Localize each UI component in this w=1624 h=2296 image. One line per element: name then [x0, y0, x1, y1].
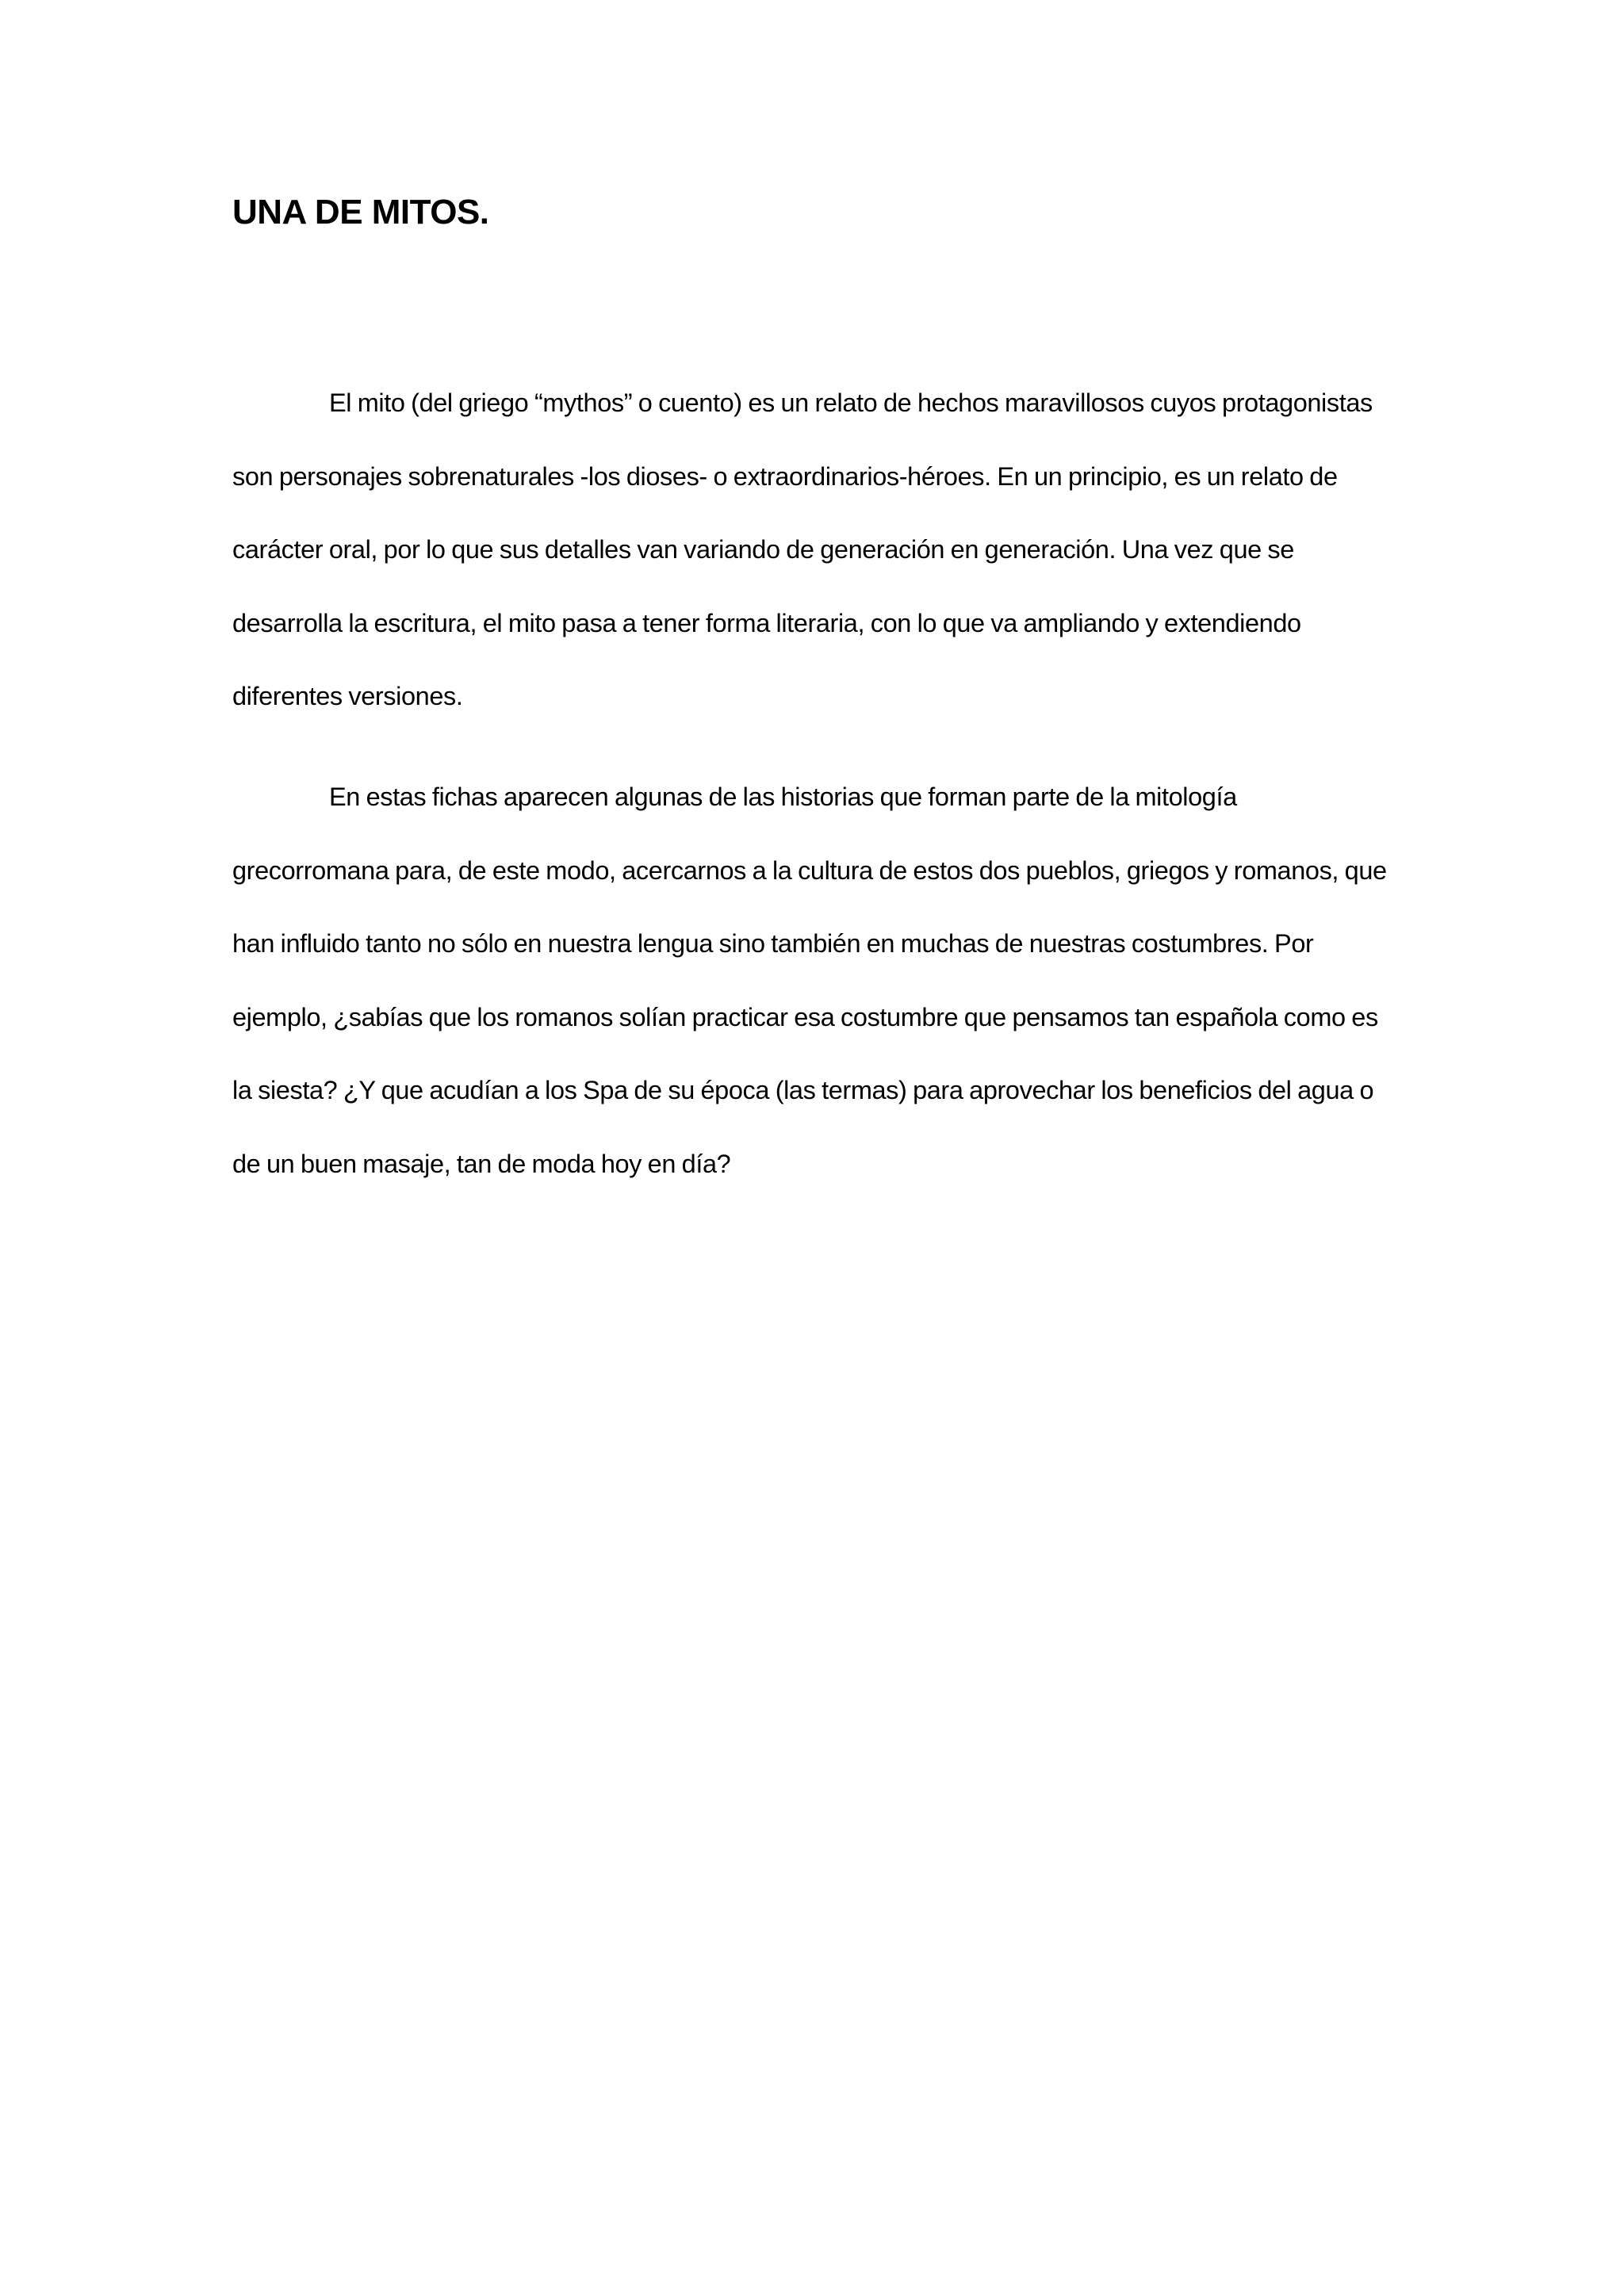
- paragraph-mito-definition: El mito (del griego “mythos” o cuento) es un relato de hechos maravillosos cuyos protagonistas son personajes sobrenaturales -los dioses- o extraordinarios-héroes. En un principio, es un relato de carácter oral, por lo que sus detalles van variando de generación en generación. Una vez que se desarrolla la escritura, el mito pasa a tener forma literaria, con lo que va ampliando y extendiendo diferentes versiones.: [232, 388, 1373, 710]
- page-title: UNA DE MITOS.: [232, 193, 489, 232]
- paragraph-fichas-intro: En estas fichas aparecen algunas de las historias que forman parte de la mitología grecorromana para, de este modo, acercarnos a la cultura de estos dos pueblos, griegos y romanos, que han influido tanto no sólo en nuestra lengua sino también en muchas de nuestras costumbres. Por ejemplo, ¿sabías que los romanos solían practicar esa costumbre que pensamos tan española como es la siesta? ¿Y que acudían a los Spa de su época (las termas) para aprovechar los beneficios del agua o de un buen masaje, tan de moda hoy en día?: [232, 783, 1387, 1178]
